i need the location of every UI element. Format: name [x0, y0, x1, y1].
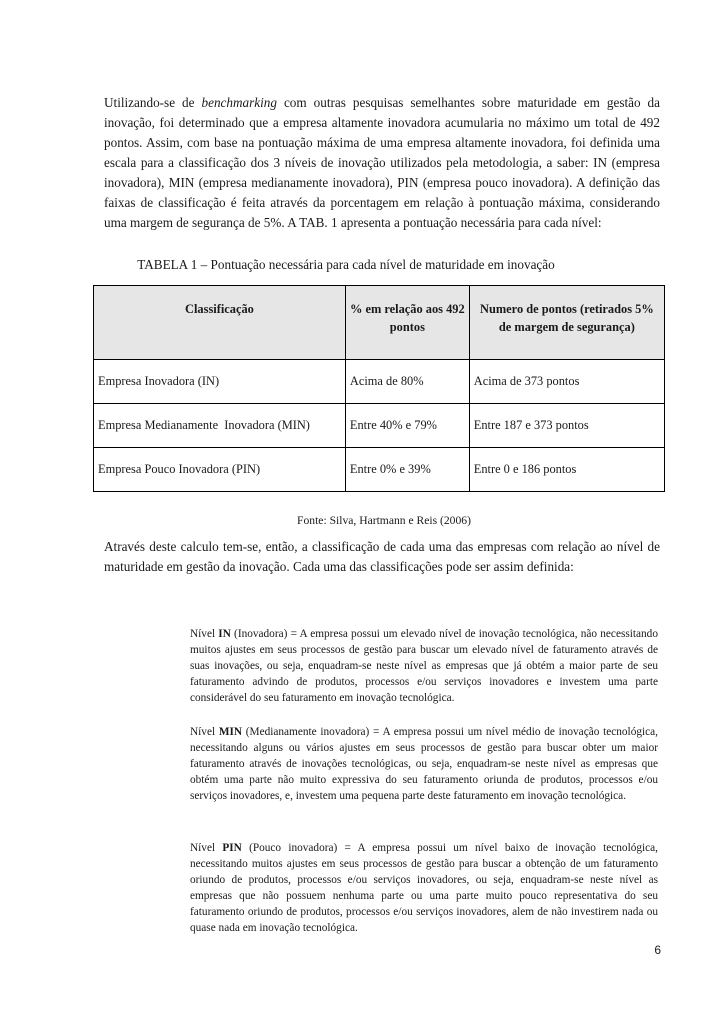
- maturity-table: [93, 285, 665, 492]
- level-min-description: Nível MIN (Medianamente inovadora) = A empresa possui um nível médio de inovação tecnológica, necessitando alguns ou vários ajustes em seus processos de gestão para buscar obter um maior faturamento através de inovações tecnológicas, ou seja, enquadram-se neste nível as empresas que obtém uma parte não muito expressiva do seu faturamento oriunda de produtos, processos e/ou serviços inovadores, e, investem uma pequena parte deste faturamento em inovação tecnológica.: [190, 726, 658, 802]
- page-number: 6: [654, 943, 661, 957]
- intro-text-start: Utilizando-se de: [104, 95, 202, 110]
- table-cell: Entre 0 e 186 pontos: [469, 448, 664, 492]
- table-cell: Empresa Inovadora (IN): [94, 360, 346, 404]
- header-classificacao: Classificação: [94, 286, 346, 360]
- table-source: Fonte: Silva, Hartmann e Reis (2006): [297, 514, 471, 527]
- table-row: [94, 448, 665, 492]
- level-in-description: Nível IN (Inovadora) = A empresa possui um elevado nível de inovação tecnológica, não necessitando muitos ajustes em seus processos de gestão para buscar um elevado nível de faturamento através de suas inovações, ou seja, enquadram-se neste nível as empresas que já obtém a maior parte de seu faturamento advindo de produtos, processos e/ou serviços inovadores e investem uma parte considerável do seu faturamento em inovação tecnológica.: [190, 628, 658, 704]
- table-cell: Acima de 373 pontos: [469, 360, 664, 404]
- level-code: IN: [218, 628, 231, 640]
- level-code: PIN: [222, 842, 242, 854]
- table-header-row: [94, 286, 665, 360]
- table-row: [94, 360, 665, 404]
- header-percentual: % em relação aos 492 pontos: [345, 286, 469, 360]
- table-cell: Empresa Pouco Inovadora (PIN): [94, 448, 346, 492]
- table-cell: Acima de 80%: [345, 360, 469, 404]
- level-pin-description: Nível PIN (Pouco inovadora) = A empresa possui um nível baixo de inovação tecnológica, necessitando muitos ajustes em seus processos de gestão para buscar a obtenção de um faturamento oriundo de produtos, processos e/ou serviços inovadores, ou seja, enquadram-se neste nível as empresas que não possuem nenhuma parte ou uma parte muito pouco representativa do seu faturamento oriundo de produtos, processos e/ou serviços inovadores, alem de não investirem nada ou quase nada em inovação tecnológica.: [190, 842, 658, 934]
- table-row: [94, 404, 665, 448]
- table-caption: TABELA 1 – Pontuação necessária para cada nível de maturidade em inovação: [137, 257, 555, 272]
- intro-italic-term: benchmarking: [201, 95, 277, 110]
- table-cell: Empresa Medianamente Inovadora (MIN): [94, 404, 346, 448]
- table-cell: Entre 0% e 39%: [345, 448, 469, 492]
- table-cell: Entre 40% e 79%: [345, 404, 469, 448]
- after-table-paragraph: Através deste calculo tem-se, então, a classificação de cada uma das empresas com relação ao nível de maturidade em gestão da inovação. Cada uma das classificações pode ser assim definida:: [104, 539, 660, 574]
- header-pontos: Numero de pontos (retirados 5% de margem de segurança): [469, 286, 664, 360]
- intro-paragraph: [104, 93, 660, 233]
- level-code: MIN: [218, 726, 243, 738]
- intro-text-end: com outras pesquisas semelhantes sobre maturidade em gestão da inovação, foi determinado que a empresa altamente inovadora acumularia no máximo um total de 492 pontos. Assim, com base na pontuação máxima de uma empresa altamente inovadora, foi definida uma escala para a classificação dos 3 níveis de inovação utilizados pela metodologia, a saber: IN (empresa inovadora), MIN (empresa medianamente inovadora), PIN (empresa pouco inovadora). A definição das faixas de classificação é feita através da porcentagem em relação à pontuação máxima, considerando uma margem de segurança de 5%. A TAB. 1 apresenta a pontuação necessária para cada nível:: [104, 95, 661, 230]
- table-cell: Entre 187 e 373 pontos: [469, 404, 664, 448]
